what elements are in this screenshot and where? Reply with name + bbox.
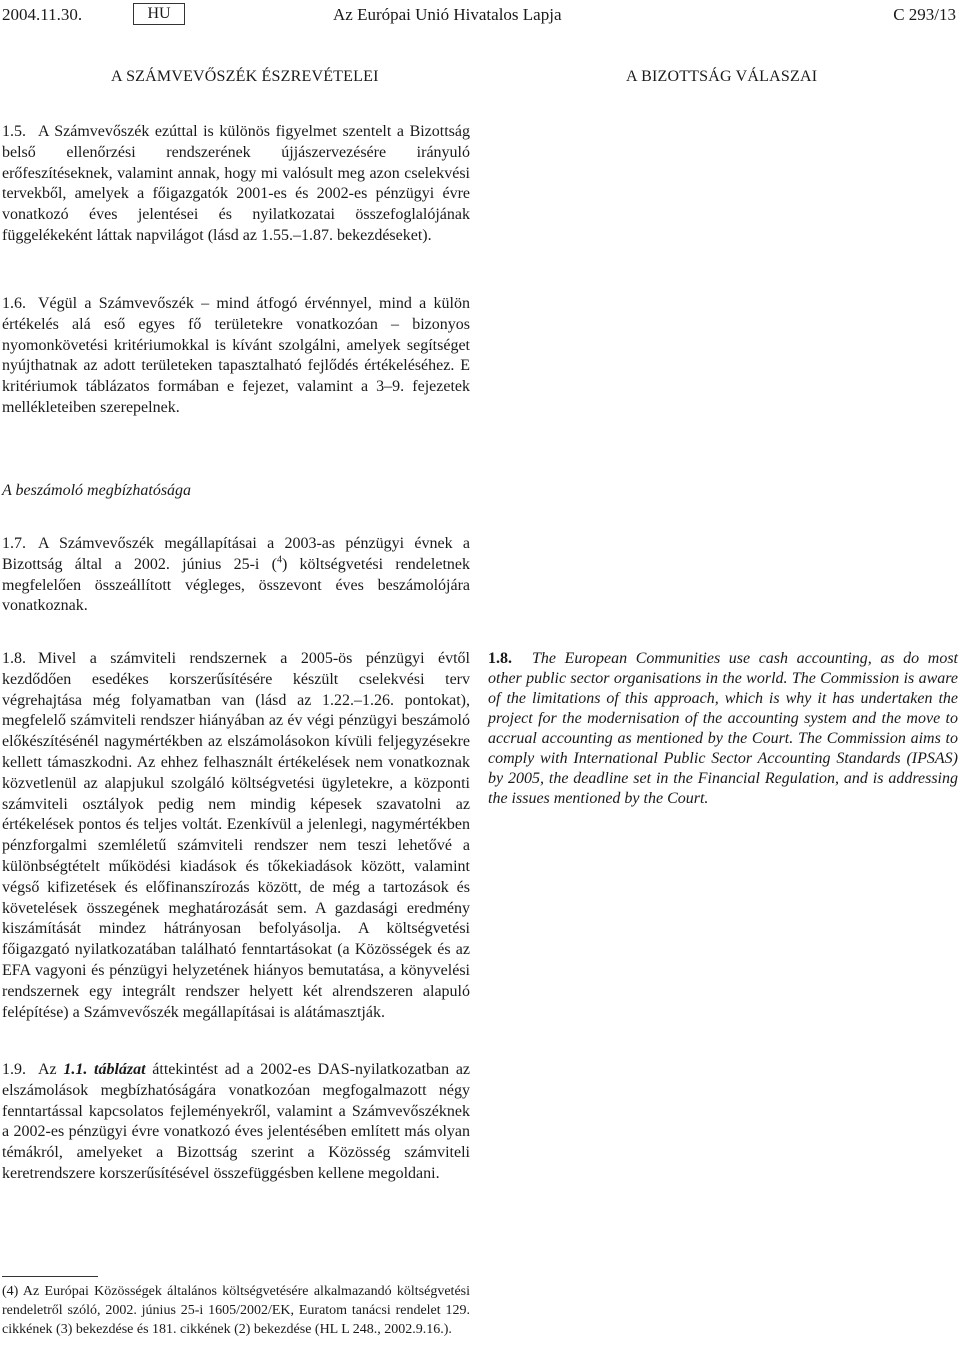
paragraph-text: A Számvevőszék ezúttal is különös figyelmet szentelt a Bizottság belső ellenőrzési rendszerének újjászervezésére irányuló erőfeszítéseknek, valamint annak, hogy mi valósult meg azon cselekvési tervekből, amelyek a főigazgatók 2001-es és 2002-es pénzügyi évre vonatkozó éves jelentései és nyilatkozatai összefoglalójának függelékeként láttak napvilágot (lásd az 1.55.–1.87. bekezdéseket). <box>2 123 470 244</box>
right-column-title: A BIZOTTSÁG VÁLASZAI <box>626 68 818 85</box>
paragraph-text: A Számvevőszék megállapításai a 2003-as pénzügyi évnek a Bizottság által a 2002. június 25-i ( <box>2 535 470 573</box>
paragraph-number: 1.5. <box>2 123 26 140</box>
paragraph-text-cont: áttekintést ad a 2002-es DAS-nyilatkozatban az elszámolások megbízhatóságára vonatkozóan megfogalmazott négy fenntartással kapcsolatos fejleményekről, valamint a Számvevőszéknek a 2002-es pénzügyi évre vonatkozó éves jelentésében említett más olyan témákról, amelyeket a Bizottság szerint a Közösség számviteli keretrendszere korszerűsítésével összefüggésben kellene megoldani. <box>2 1061 471 1182</box>
reply-number: 1.8. <box>488 650 512 667</box>
section-subheading: A beszámoló megbízhatósága <box>2 482 192 499</box>
paragraph-1-9 <box>2 1060 470 1185</box>
paragraph-text: Végül a Számvevőszék – mind átfogó érvénnyel, mind a külön értékelés alá eső egyes fő területekre vonatkozóan – bizonyos nyomonkövetési kritériumokkal is kívánt szolgálni, amelyek segítséget nyújthatnak az adott területeken tapasztalható fejlődés értékeléséhez. E kritériumok táblázatos formában e fejezet, valamint a 3–9. fejezetek mellékleteiben szerepelnek. <box>2 295 470 416</box>
reply-text: The European Communities use cash accounting, as do most other public sector organisations in the world. The Commission is aware of the limitations of this approach, which is why it has undertaken the project for the modernisation of the accounting system and the move to accrual accounting as mentioned by the Court. The Commission aims to comply with International Public Sector Accounting Standards (IPSAS) by 2005, the deadline set in the Financial Regulation, and is addressing the issues mentioned by the Court. <box>488 650 958 807</box>
paragraph-1-5 <box>2 122 470 247</box>
paragraph-1-7 <box>2 534 470 617</box>
paragraph-number: 1.8. <box>2 650 26 667</box>
paragraph-number: 1.6. <box>2 295 26 312</box>
paragraph-number: 1.7. <box>2 535 26 552</box>
paragraph-text: Az <box>38 1061 64 1078</box>
paragraph-number: 1.9. <box>2 1061 26 1078</box>
footnote-reference[interactable]: 4 <box>276 554 282 566</box>
footnote-text: Az Európai Közösségek általános költségvetésére alkalmazandó költségvetési rendeletről szóló, 2002. június 25-i 1605/2002/EK, Euratom tanácsi rendelet 129. cikkének (3) bekezdése és 181. cikkének (2) bekezdése (HL L 248., 2002.9.16.). <box>2 1284 470 1337</box>
left-column-title: A SZÁMVEVŐSZÉK ÉSZREVÉTELEI <box>111 68 379 85</box>
paragraph-text-cont: ) költségvetési rendeletnek megfelelően összeállított végleges, összevont éves beszámolójára vonatkoznak. <box>2 555 470 615</box>
footnote-divider <box>2 1276 98 1277</box>
footnote <box>2 1282 470 1339</box>
journal-title: Az Európai Unió Hivatalos Lapja <box>333 5 562 24</box>
paragraph-1-8 <box>2 649 470 1023</box>
paragraph-1-6 <box>2 294 470 419</box>
paragraph-text: Mivel a számviteli rendszernek a 2005-ös pénzügyi évtől kezdődően esedékes korszerűsítésére készült cselekvési terv végrehajtása még folyamatban van (lásd az 1.22.–1.26. pontokat), megfelelő számviteli rendszer hiányában az év végi pénzügyi beszámoló előkészítésénél nagymértékben az elszámolásokon kívüli feljegyzésekre kellett támaszkodni. Az ehhez felhasznált értékelések nem vonatkoznak közvetlenül az alapjukul szolgáló költségvetési ügyletekre, a központi számviteli osztályok pedig nem mindig képesek szavatolni az értékelések pontos és teljes voltát. Ezenkívül a jelenlegi, nagymértékben pénzforgalmi szemléletű számviteli rendszer nem teszi lehetővé a különbségtételt működési kiadások és tőkekiadások között, valamint végső kifizetések és előfinanszírozás között, de még a tartozások és követelések összegének meghatározását sem. A gazdasági eredmény kiszámítását mindez hátrányosan befolyásolja. A költségvetési főigazgató nyilatkozatában található fenntartásokat (a Közösségek és az EFA vagyoni és pénzügyi helyzetének hiányos bemutatása, a könyvelési rendszernek egy integrált rendszer helyett két alrendszeren alapuló felépítése) a Számvevőszék megállapításai is alátámasztják. <box>2 650 470 1021</box>
language-badge: HU <box>133 3 185 25</box>
header-date: 2004.11.30. <box>2 5 83 24</box>
page-reference: C 293/13 <box>893 5 956 24</box>
footnote-marker: (4) <box>2 1284 19 1299</box>
table-reference[interactable]: 1.1. táblázat <box>63 1061 146 1078</box>
commission-reply-1-8 <box>488 649 958 809</box>
